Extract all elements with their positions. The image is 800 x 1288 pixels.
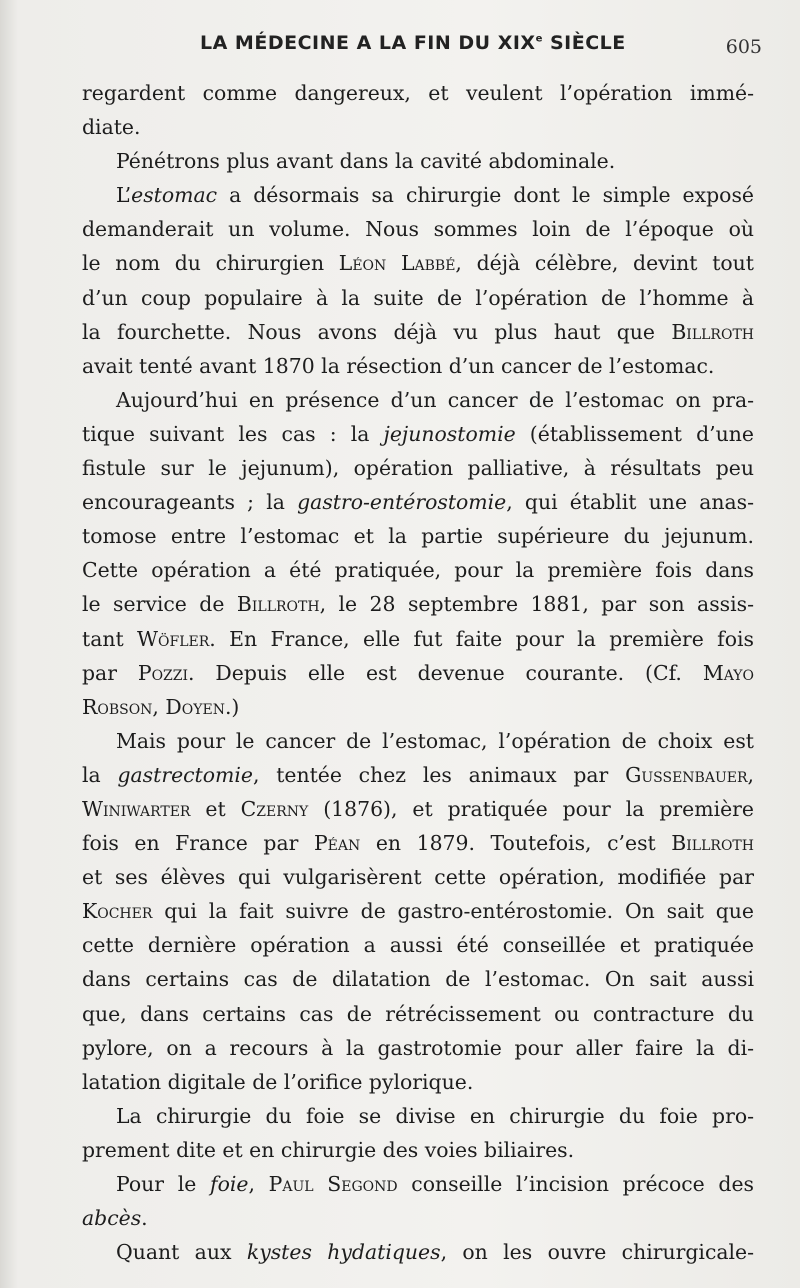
text-line xyxy=(82,928,754,962)
text-line xyxy=(82,212,754,246)
italic-term: abcès xyxy=(82,1206,142,1231)
text-line xyxy=(82,826,754,860)
text-line xyxy=(82,758,754,792)
text-run: en 1879. Toutefois, c’est xyxy=(360,831,672,856)
text-run: a désormais sa chirurgie dont le simple exposé xyxy=(217,183,754,208)
text-line xyxy=(82,417,754,451)
text-run: (1876), et pratiquée pour la première xyxy=(308,796,754,821)
text-run: Cette opération a été pratiquée, pour la première fois dans xyxy=(82,558,754,583)
text-line xyxy=(82,76,754,110)
text-run: encourageants ; la xyxy=(82,490,298,515)
text-line xyxy=(82,724,754,758)
person-name: Léon Labbé xyxy=(338,251,456,276)
text-run: diate. xyxy=(82,115,141,140)
text-line xyxy=(82,144,754,178)
person-name: Péan xyxy=(313,831,361,856)
text-run: L’ xyxy=(116,183,132,208)
person-name: Mayo xyxy=(702,660,754,685)
italic-term: foie xyxy=(210,1172,249,1196)
person-name: Wöfler xyxy=(137,626,210,651)
person-name: Paul Segond xyxy=(268,1172,398,1196)
italic-term: jejunostomie xyxy=(383,421,516,446)
text-line xyxy=(82,997,754,1031)
text-run: Pénétrons plus avant dans la cavité abdominale. xyxy=(116,149,616,174)
text-run: prement dite et en chirurgie des voies biliaires. xyxy=(82,1137,575,1162)
text-run: fistule sur le jejunum), opération palliative, à résultats peu xyxy=(82,456,754,481)
text-line xyxy=(82,1031,754,1065)
text-run: , xyxy=(747,762,754,787)
text-line xyxy=(82,315,754,349)
text-run: demanderait un volume. Nous sommes loin de l’époque où xyxy=(82,217,754,242)
italic-term: kystes hydatiques xyxy=(246,1240,441,1265)
text-line xyxy=(82,553,754,587)
text-run: , le 28 septembre 1881, par son assis- xyxy=(319,592,754,617)
text-line xyxy=(82,894,754,928)
text-run: tant xyxy=(82,626,138,651)
text-run: .) xyxy=(224,694,240,719)
text-line xyxy=(82,451,754,485)
person-name: Kocher xyxy=(82,899,153,924)
italic-term: gastrectomie xyxy=(117,762,253,787)
text-line xyxy=(82,622,754,656)
text-run: cette dernière opération a aussi été conseillée et pratiquée xyxy=(82,933,754,958)
person-name: Winiwarter xyxy=(82,796,191,821)
text-run: par xyxy=(82,660,138,685)
text-run: . En France, elle fut faite pour la première fois xyxy=(209,626,754,651)
text-run: latation digitale de l’orifice pylorique. xyxy=(82,1069,474,1094)
person-name: Billroth xyxy=(671,319,754,344)
italic-term: gastro-entérostomie xyxy=(297,490,507,515)
running-title: LA MÉDECINE A LA FIN DU XIXe SIÈCLE xyxy=(200,32,626,54)
text-line xyxy=(82,962,754,996)
text-line xyxy=(82,587,754,621)
text-run: qui la fait suivre de gastro-entérostomie. On sait que xyxy=(152,899,754,924)
text-line xyxy=(82,1201,754,1235)
text-run: le nom du chirurgien xyxy=(82,251,339,276)
text-run: . xyxy=(141,1206,148,1231)
text-line xyxy=(82,349,754,383)
person-name: Pozzi xyxy=(137,660,189,685)
text-run: la fourchette. Nous avons déjà vu plus haut que xyxy=(82,319,672,344)
text-line xyxy=(82,246,754,280)
text-run: tomose entre l’estomac et la partie supérieure du jejunum. xyxy=(82,524,754,549)
page-number: 605 xyxy=(725,36,762,58)
text-run: Aujourd’hui en présence d’un cancer de l’estomac on pra- xyxy=(116,387,754,412)
italic-term: estomac xyxy=(131,183,218,208)
text-run: le service de xyxy=(82,592,237,617)
text-run: conseille l’incision précoce des xyxy=(397,1172,754,1196)
text-run: , tentée chez les animaux par xyxy=(252,762,626,787)
text-line xyxy=(82,1167,754,1201)
text-run: , qui établit une anas- xyxy=(506,490,754,515)
text-run: , on les ouvre chirurgicale- xyxy=(440,1240,754,1265)
text-run: fois en France par xyxy=(82,831,314,856)
text-line xyxy=(82,519,754,553)
text-line xyxy=(82,383,754,417)
body-text xyxy=(82,76,754,1269)
text-run: que, dans certains cas de rétrécissement ou contracture du xyxy=(82,1001,754,1026)
text-run: Mais pour le cancer de l’estomac, l’opération de choix est xyxy=(116,728,754,753)
text-line xyxy=(82,792,754,826)
text-run: regardent comme dangereux, et veulent l’opération immé- xyxy=(82,81,754,105)
text-run: La chirurgie du foie se divise en chirurgie du foie pro- xyxy=(116,1103,754,1128)
person-name: Billroth xyxy=(671,831,754,856)
text-line xyxy=(82,178,754,212)
person-name: Robson, Doyen xyxy=(82,694,225,719)
text-run: et xyxy=(190,796,241,821)
text-run: Pour le xyxy=(116,1172,211,1196)
text-line xyxy=(82,1133,754,1167)
text-run: et ses élèves qui vulgarisèrent cette opération, modifiée par xyxy=(82,865,754,890)
text-run: , déjà célèbre, devint tout xyxy=(455,251,754,276)
text-line xyxy=(82,860,754,894)
person-name: Gussenbauer xyxy=(625,762,748,787)
text-run: , xyxy=(248,1172,269,1196)
text-line xyxy=(82,656,754,690)
text-run: . Depuis elle est devenue courante. (Cf. xyxy=(188,660,703,685)
text-run: tique suivant les cas : la xyxy=(82,421,384,446)
text-line xyxy=(82,1065,754,1099)
running-header xyxy=(80,30,770,66)
person-name: Billroth xyxy=(236,592,320,617)
text-line xyxy=(82,690,754,724)
text-line xyxy=(82,1235,754,1269)
text-line xyxy=(82,485,754,519)
text-run: d’un coup populaire à la suite de l’opération de l’homme à xyxy=(82,285,754,310)
text-run: pylore, on a recours à la gastrotomie pour aller faire la di- xyxy=(82,1035,754,1060)
text-line xyxy=(82,281,754,315)
text-line xyxy=(82,1099,754,1133)
text-run: la xyxy=(82,762,118,787)
text-line xyxy=(82,110,754,144)
text-run: avait tenté avant 1870 la résection d’un cancer de l’estomac. xyxy=(82,353,715,378)
text-run: dans certains cas de dilatation de l’estomac. On sait aussi xyxy=(82,967,754,992)
person-name: Czerny xyxy=(240,796,309,821)
text-run: (établissement d’une xyxy=(515,421,754,446)
text-run: Quant aux xyxy=(116,1240,247,1265)
